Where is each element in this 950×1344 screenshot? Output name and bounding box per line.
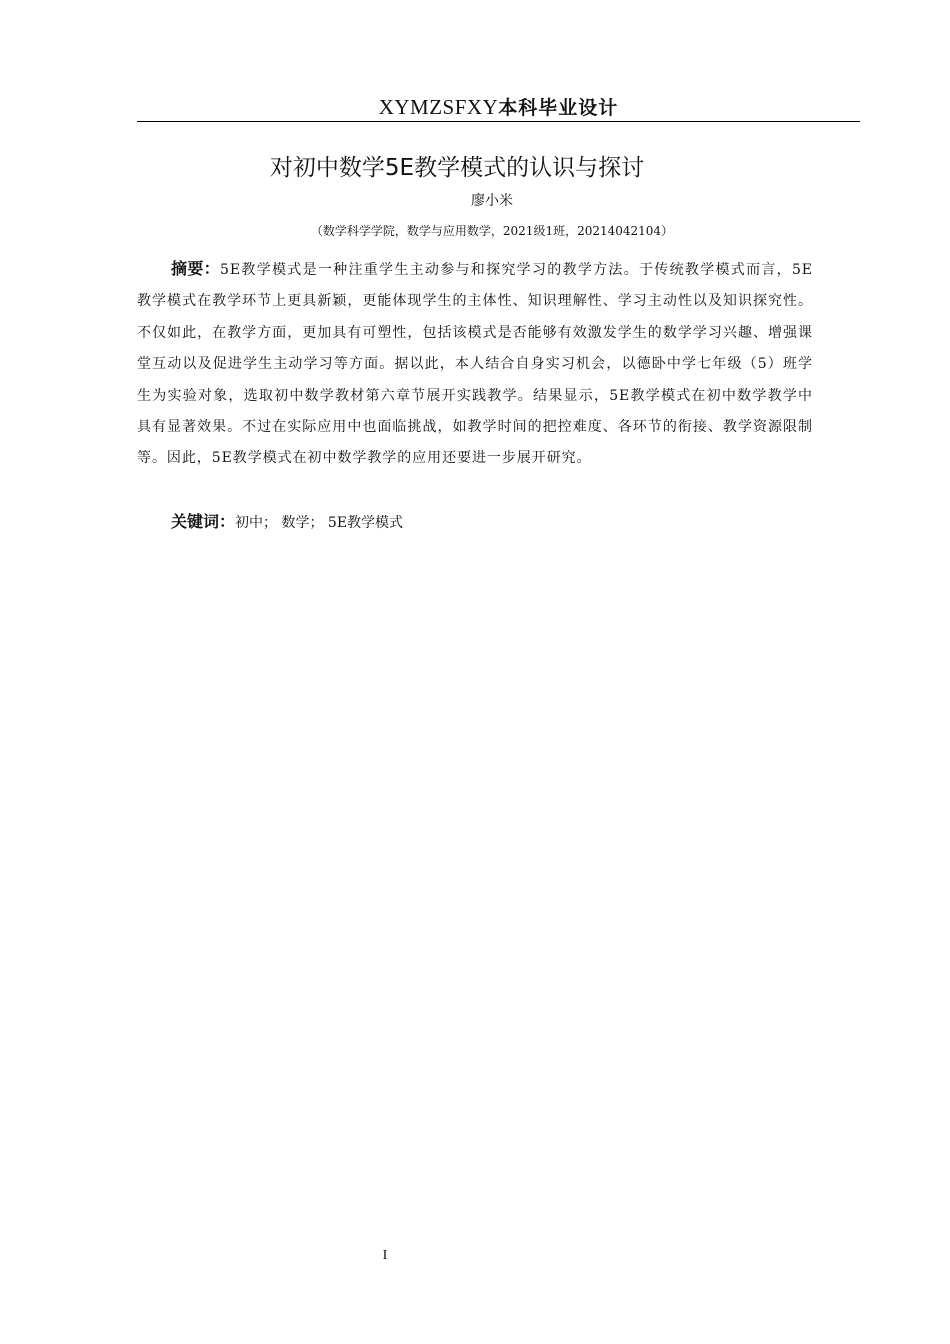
keywords-label: 关键词： [171,512,236,531]
paper-author: 廖小米 [471,193,513,209]
keywords-line [171,507,403,538]
paper-title: 对初中数学5E教学模式的认识与探讨 [269,155,645,181]
running-header [137,92,860,124]
header-document-type: 本科毕业设计 [498,97,619,119]
abstract-label: 摘要： [171,259,221,278]
keywords-text: 初中； 数学； 5E教学模式 [235,515,404,531]
abstract-text: 5E教学模式是一种注重学生主动参与和探究学习的教学方法。于传统教学模式而言，5E教学模式在教学环节上更具新颖，更能体现学生的主体性、知识理解性、学习主动性以及知识探究性。不仅如此，在教学方面，更加具有可塑性，包括该模式是否能够有效激发学生的数学学习兴趣、增强课堂互动以及促进学生主动学习等方面。据以此，本人结合自身实习机会，以德卧中学七年级（5）班学生为实验对象，选取初中数学教材第六章节展开实践教学。结果显示，5E教学模式在初中数学教学中具有显著效果。不过在实际应用中也面临挑战，如教学时间的把控难度、各环节的衔接、教学资源限制等。因此，5E教学模式在初中数学教学的应用还要进一步展开研究。 [137,262,813,467]
page-number: I [382,1248,388,1263]
header-rule [137,121,860,122]
paper-affiliation: （数学科学学院，数学与应用数学，2021级1班，20214042104） [310,224,674,238]
header-school-code: XYMZSFXY [378,95,499,119]
abstract-paragraph [137,253,813,475]
